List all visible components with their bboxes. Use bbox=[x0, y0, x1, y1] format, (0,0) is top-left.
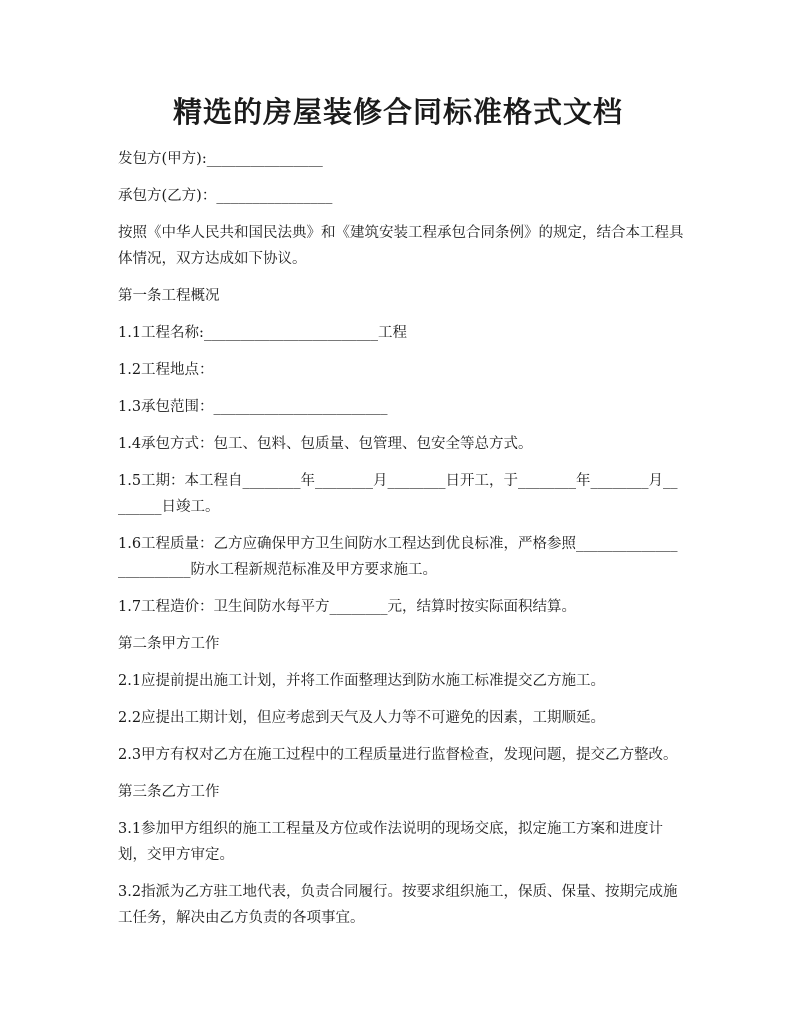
section-heading-2: 第二条甲方工作 bbox=[118, 636, 220, 652]
paragraph-3-1: 3.1参加甲方组织的施工工程量及方位或作法说明的现场交底，拟定施工方案和进度计划，交甲方审定。 bbox=[118, 821, 664, 863]
paragraph-1-3: 1.3承包范围：________________________ bbox=[118, 399, 388, 415]
section-heading-3: 第三条乙方工作 bbox=[118, 784, 220, 800]
document-title: 精选的房屋装修合同标准格式文档 bbox=[172, 95, 623, 129]
paragraph-party-b: 承包方(乙方)：________________ bbox=[118, 188, 333, 204]
section-heading-1: 第一条工程概况 bbox=[118, 288, 220, 304]
paragraph-1-4: 1.4承包方式：包工、包料、包质量、包管理、包安全等总方式。 bbox=[118, 436, 533, 452]
paragraph-2-3: 2.3甲方有权对乙方在施工过程中的工程质量进行监督检查，发现问题，提交乙方整改。 bbox=[118, 747, 678, 763]
paragraph-1-1: 1.1工程名称:________________________工程 bbox=[118, 325, 407, 341]
paragraph-3-2: 3.2指派为乙方驻工地代表，负责合同履行。按要求组织施工，保质、保量、按期完成施工任务，解决由乙方负责的各项事宜。 bbox=[118, 884, 678, 926]
document-body bbox=[118, 146, 684, 942]
paragraph-party-a: 发包方(甲方):________________ bbox=[118, 151, 323, 167]
paragraph-1-5: 1.5工期：本工程自________年________月________日开工，于________年________月________日竣工。 bbox=[118, 473, 678, 515]
paragraph-preamble: 按照《中华人民共和国民法典》和《建筑安装工程承包合同条例》的规定，结合本工程具体情况，双方达成如下协议。 bbox=[118, 225, 684, 267]
paragraph-2-1: 2.1应提前提出施工计划，并将工作面整理达到防水施工标准提交乙方施工。 bbox=[118, 673, 606, 689]
paragraph-1-6: 1.6工程质量：乙方应确保甲方卫生间防水工程达到优良标准，严格参照________________________防水工程新规范标准及甲方要求施工。 bbox=[118, 536, 678, 578]
paragraph-2-2: 2.2应提出工期计划，但应考虑到天气及人力等不可避免的因素，工期顺延。 bbox=[118, 710, 606, 726]
paragraph-1-2: 1.2工程地点： bbox=[118, 362, 214, 378]
paragraph-1-7: 1.7工程造价：卫生间防水每平方________元，结算时按实际面积结算。 bbox=[118, 599, 577, 615]
